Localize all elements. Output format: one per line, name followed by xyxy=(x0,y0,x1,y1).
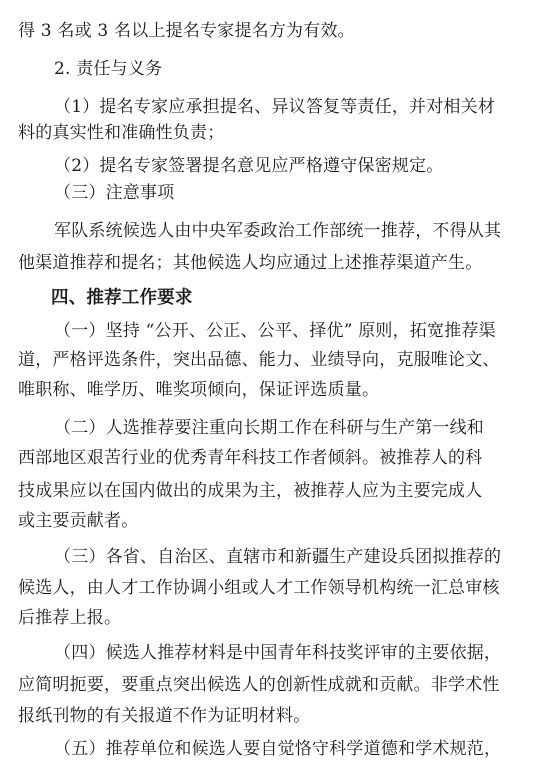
text-line-10: （一）坚持 “公开、公正、公平、择优” 原则，拓宽推荐渠 xyxy=(54,321,496,341)
text-line-1: 得 3 名或 3 名以上提名专家提名方为有效。 xyxy=(18,21,355,41)
text-line-6-subheading: （三）注意事项 xyxy=(54,183,175,203)
text-line-2-subheading: 2. 责任与义务 xyxy=(54,59,163,79)
text-line-13: （二）人选推荐要注重向长期工作在科研与生产第一线和 xyxy=(54,418,484,438)
text-line-7: 军队系统候选人由中央军委政治工作部统一推荐，不得从其 xyxy=(54,221,502,241)
text-line-19: 后推荐上报。 xyxy=(18,608,122,628)
text-line-21: 应简明扼要，要重点突出候选人的创新性成就和贡献。非学术性 xyxy=(18,675,500,695)
text-line-22: 报纸刊物的有关报道不作为证明材料。 xyxy=(18,706,311,726)
text-line-3: （1）提名专家应承担提名、异议答复等责任，并对相关材 xyxy=(54,97,496,117)
text-line-11: 道，严格评选条件，突出品德、能力、业绩导向，克服唯论文、 xyxy=(18,350,500,370)
text-line-18: 候选人，由人才工作协调小组或人才工作领导机构统一汇总审核 xyxy=(18,578,500,598)
text-line-23: （五）推荐单位和候选人要自觉恪守科学道德和学术规范， xyxy=(54,739,502,759)
text-line-20: （四）候选人推荐材料是中国青年科技奖评审的主要依据， xyxy=(54,643,502,663)
text-line-14: 西部地区艰苦行业的优秀青年科技工作者倾斜。被推荐人的科 xyxy=(18,448,483,468)
text-line-8: 他渠道推荐和提名；其他候选人均应通过上述推荐渠道产生。 xyxy=(18,253,483,273)
text-line-4: 料的真实性和准确性负责； xyxy=(18,123,225,143)
section-heading-4: 四、推荐工作要求 xyxy=(51,288,193,308)
text-line-12: 唯职称、唯学历、唯奖项倾向，保证评选质量。 xyxy=(18,380,380,400)
text-line-17: （三）各省、自治区、直辖市和新疆生产建设兵团拟推荐的 xyxy=(54,547,502,567)
text-line-5: （2）提名专家签署提名意见应严格遵守保密规定。 xyxy=(54,156,444,176)
text-line-15: 技成果应以在国内做出的成果为主，被推荐人应为主要完成人 xyxy=(18,481,483,501)
text-line-16: 或主要贡献者。 xyxy=(18,511,139,531)
